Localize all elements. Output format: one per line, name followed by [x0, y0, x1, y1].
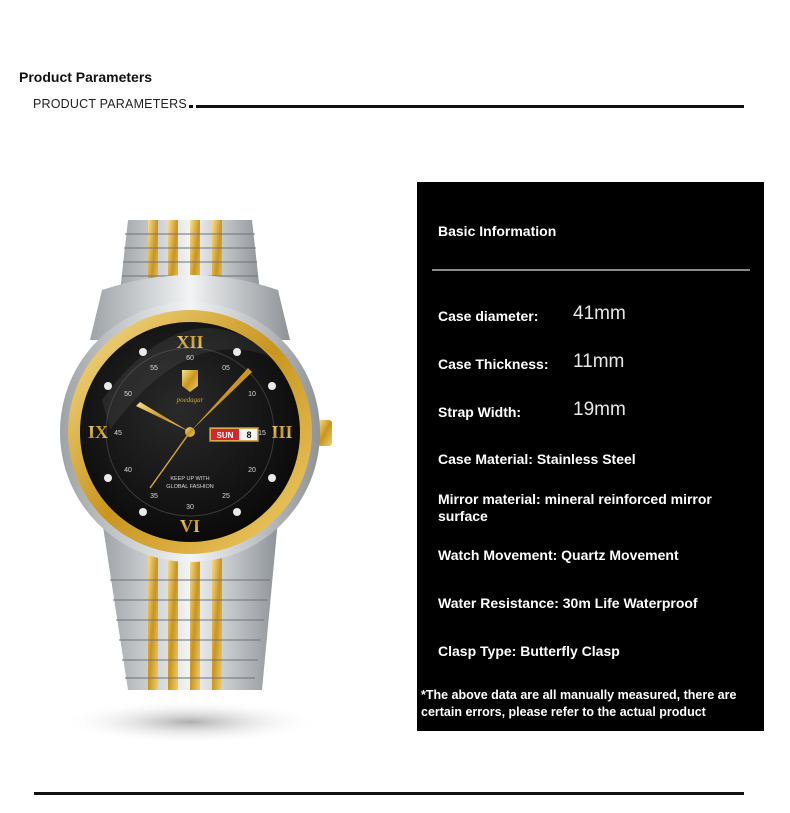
hand-pivot	[185, 427, 195, 437]
spec-label: Case diameter:	[438, 308, 539, 324]
product-image	[40, 200, 380, 760]
brand-name: poedagar	[176, 396, 204, 404]
minute-mark: 60	[186, 355, 194, 362]
bottom-divider	[34, 792, 744, 795]
watch-illustration	[40, 200, 380, 760]
spec-value: Stainless Steel	[536, 451, 636, 467]
spec-value: 11mm	[573, 351, 625, 372]
spec-row-case-thickness	[438, 351, 748, 373]
spec-label: Clasp Type:	[438, 643, 517, 659]
minute-mark: 15	[258, 430, 266, 437]
spec-row-case-material	[438, 451, 748, 468]
numeral-twelve: XII	[176, 332, 204, 352]
minute-mark: 55	[150, 365, 158, 372]
crown	[318, 420, 332, 446]
spec-value: Butterfly Clasp	[520, 643, 620, 659]
spec-label: Water Resistance:	[438, 595, 559, 611]
minute-mark: 25	[222, 493, 230, 500]
heading-divider-dot	[189, 105, 193, 108]
spec-value: 30m Life Waterproof	[562, 595, 698, 611]
minute-mark: 20	[248, 467, 256, 474]
spec-row-water-resistance	[438, 595, 748, 612]
minute-mark: 10	[248, 391, 256, 398]
spec-row-strap-width	[438, 399, 748, 421]
spec-value: 19mm	[573, 399, 626, 420]
spec-label: Strap Width:	[438, 404, 522, 420]
dial-text-line: KEEP UP WITH	[170, 476, 210, 482]
page-title: Product Parameters	[19, 69, 153, 85]
spec-panel	[417, 182, 764, 731]
spec-row-watch-movement	[438, 547, 748, 564]
spec-label: Case Material:	[438, 451, 533, 467]
spec-row-mirror-material	[438, 491, 748, 525]
minute-mark: 45	[114, 430, 122, 437]
day-display: SUN	[216, 431, 234, 440]
spec-row-clasp-type	[438, 643, 748, 660]
spec-label: Watch Movement:	[438, 547, 558, 563]
panel-title: Basic Information	[438, 223, 557, 239]
numeral-nine: IX	[87, 422, 109, 442]
minute-mark: 35	[150, 493, 158, 500]
minute-mark: 05	[222, 365, 230, 372]
day-date-window	[210, 428, 258, 441]
disclaimer-footnote: *The above data are all manually measured, there are certain errors, please refer to the actual product	[421, 688, 737, 719]
date-display: 8	[246, 430, 252, 440]
spec-value: 41mm	[573, 303, 626, 324]
spec-label: Mirror material:	[438, 491, 541, 507]
minute-mark: 50	[124, 391, 132, 398]
minute-mark: 30	[186, 504, 194, 511]
watch-shadow	[60, 700, 320, 744]
minute-mark: 40	[124, 467, 132, 474]
heading-divider	[196, 105, 744, 108]
panel-divider	[432, 269, 750, 271]
dial-text-line: GLOBAL FASHION	[166, 484, 214, 490]
spec-value: mineral reinforced mirror surface	[438, 491, 712, 524]
section-heading: PRODUCT PARAMETERS	[33, 97, 187, 111]
numeral-three: III	[271, 422, 293, 442]
spec-value: Quartz Movement	[561, 547, 679, 563]
spec-row-case-diameter	[438, 303, 748, 325]
spec-label: Case Thickness:	[438, 356, 549, 372]
numeral-six: VI	[179, 516, 201, 536]
